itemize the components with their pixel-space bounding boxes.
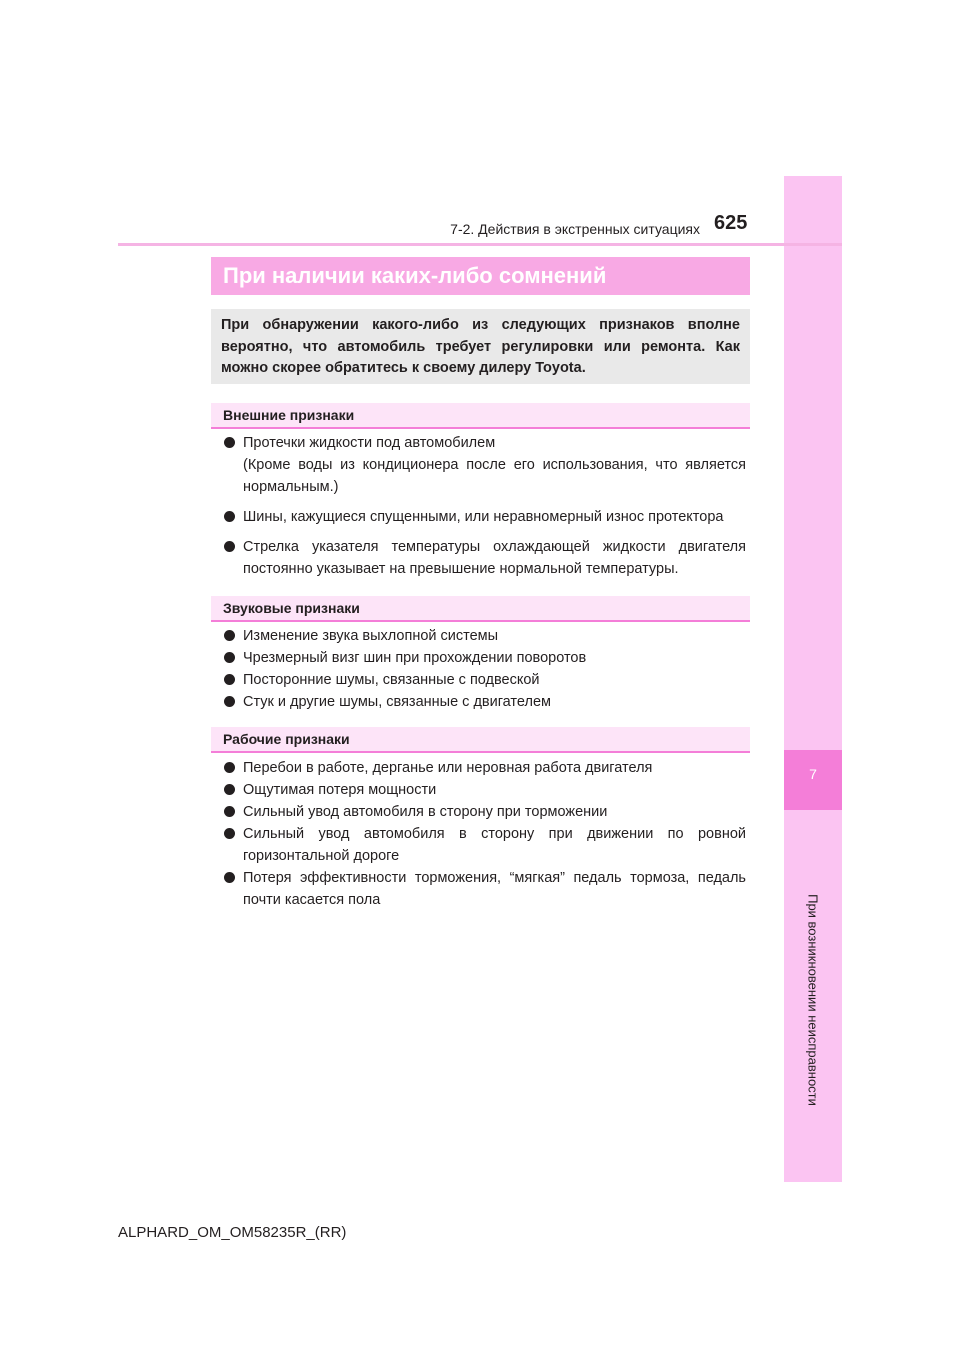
intro-text: При обнаружении какого-либо из следующих признаков вполне вероятно, что автомобиль требует регулировки или ремонта. Как можно скорее обратитесь к своему дилеру Toyota.: [221, 317, 740, 376]
section-heading: Звуковые признаки: [223, 600, 360, 616]
list-item: Перебои в работе, дерганье или неровная работа двигателя: [224, 757, 746, 779]
bullet-icon: [224, 762, 235, 773]
sound-signs-list: [224, 625, 746, 713]
bullet-icon: [224, 696, 235, 707]
document-footer: ALPHARD_OM_OM58235R_(RR): [118, 1224, 347, 1241]
intro-box: [211, 309, 750, 384]
section-breadcrumb: 7-2. Действия в экстренных ситуациях: [450, 221, 700, 237]
section-header-external: [211, 403, 750, 429]
operating-signs-list: [224, 757, 746, 911]
page-title: При наличии каких-либо сомнений: [223, 263, 607, 288]
chapter-label: При возникновении неисправности: [805, 894, 821, 1106]
bullet-icon: [224, 674, 235, 685]
chapter-tab[interactable]: [784, 750, 842, 810]
bullet-icon: [224, 541, 235, 552]
section-header-sound: [211, 596, 750, 622]
page-number: 625: [714, 212, 748, 234]
bullet-icon: [224, 784, 235, 795]
external-signs-list: [224, 432, 746, 580]
page-title-bar: [211, 257, 750, 295]
list-item: Изменение звука выхлопной системы: [224, 625, 746, 647]
bullet-icon: [224, 511, 235, 522]
list-item: Протечки жидкости под автомобилем (Кроме воды из кондиционера после его использования, что является нормальным.): [224, 432, 746, 498]
list-item: Потеря эффективности торможения, “мягкая” педаль тормоза, педаль почти касается пола: [224, 867, 746, 911]
bullet-icon: [224, 652, 235, 663]
bullet-icon: [224, 806, 235, 817]
chapter-number: 7: [809, 766, 817, 782]
bullet-icon: [224, 630, 235, 641]
section-heading: Внешние признаки: [223, 407, 355, 423]
list-item: Сильный увод автомобиля в сторону при движении по ровной горизонтальной дороге: [224, 823, 746, 867]
bullet-icon: [224, 437, 235, 448]
list-item: Посторонние шумы, связанные с подвеской: [224, 669, 746, 691]
list-item: Сильный увод автомобиля в сторону при торможении: [224, 801, 746, 823]
bullet-icon: [224, 872, 235, 883]
list-item: Ощутимая потеря мощности: [224, 779, 746, 801]
section-heading: Рабочие признаки: [223, 731, 350, 747]
header-divider: [118, 243, 842, 246]
list-item: Чрезмерный визг шин при прохождении поворотов: [224, 647, 746, 669]
bullet-icon: [224, 828, 235, 839]
section-header-operating: [211, 727, 750, 753]
list-item: Шины, кажущиеся спущенными, или неравномерный износ протектора: [224, 506, 746, 528]
list-item: Стук и другие шумы, связанные с двигателем: [224, 691, 746, 713]
list-item: Стрелка указателя температуры охлаждающей жидкости двигателя постоянно указывает на превышение нормальной температуры.: [224, 536, 746, 580]
